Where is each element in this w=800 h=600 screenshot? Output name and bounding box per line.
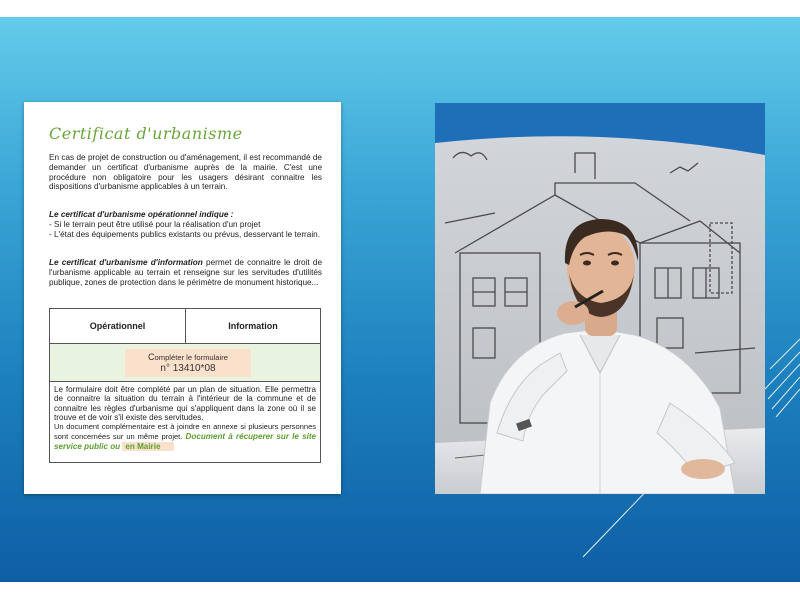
operationnel-section [49, 210, 322, 239]
certificate-table [49, 308, 321, 463]
document-title: Certificat d'urbanisme [49, 124, 243, 143]
information-heading: Le certificat d'urbanisme d'information [49, 258, 203, 267]
form-label-cap: C [148, 352, 155, 362]
slide-background [0, 17, 800, 582]
document-card [24, 102, 341, 494]
service-public-link[interactable]: Document à récuperer sur le site service public ou [54, 431, 317, 451]
architect-illustration [435, 103, 765, 494]
table-header-information: Information [228, 321, 278, 331]
operationnel-line2: - L'état des équipements publics existants ou prévus, desservant le terrain. [49, 229, 320, 239]
architect-photo [435, 103, 765, 494]
table-paragraph: Le formulaire doit être complété par un plan de situation. Elle permettra de connaitre la situation du terrain à l'intérieur de la commune et de connaitre les règles d'urbanisme qui s'appliquent dans la zone où il se trouve et de voir s'il existe des servitudes. [54, 385, 316, 422]
operationnel-heading: Le certificat d'urbanisme opérationnel indique : [49, 210, 234, 219]
table-note: Un document complémentaire est à joindre en annexe si plusieurs personnes sont concernées sur un même projet. [54, 422, 316, 441]
form-number: n° 13410*08 [160, 363, 216, 374]
table-notes [54, 385, 316, 451]
table-header-row [50, 309, 320, 344]
mairie-highlight: en Mairie [122, 442, 174, 451]
table-form-row [50, 344, 320, 382]
form-label: ompléter le formulaire [154, 353, 228, 362]
information-text: permet de connaitre le droit de l'urbanisme applicable au terrain et renseigne sur les servitudes d'utilités publique, zones de protection dans le périmètre de monument historique... [49, 258, 322, 287]
table-header-operationnel: Opérationnel [50, 309, 186, 343]
form-reference-box [125, 349, 251, 377]
intro-paragraph: En cas de projet de construction ou d'aménagement, il est recommandé de demander un certificat d'urbanisme auprès de la mairie. C'est une procédure non obligatoire pour les usagers désirant connaitre les dispositions d'urbanisme applicables à un terrain. [49, 153, 322, 192]
operationnel-line1: - Si le terrain peut être utilisé pour la réalisation d'un projet [49, 219, 261, 229]
information-section [49, 258, 322, 287]
